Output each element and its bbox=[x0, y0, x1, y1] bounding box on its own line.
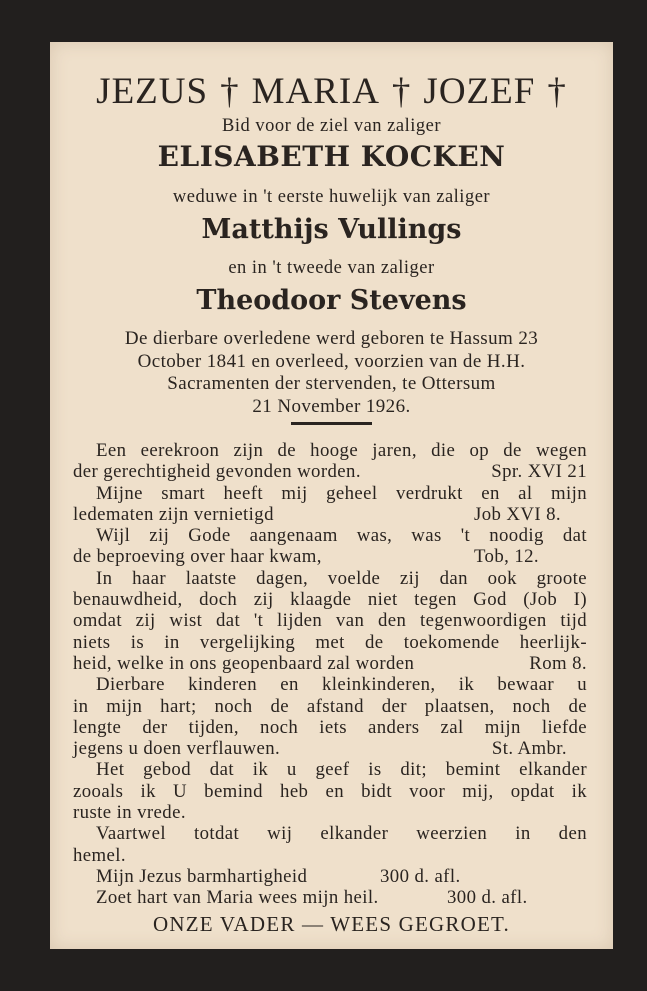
cross-icon: † bbox=[391, 71, 412, 112]
scripture-reference: Spr. XVI 21 bbox=[491, 461, 587, 483]
text-fragment: jegens u doen verflauwen. bbox=[73, 738, 281, 760]
birth-death-notice bbox=[50, 328, 613, 418]
cross-icon: † bbox=[547, 71, 567, 112]
indulgence-value: 300 d. afl. bbox=[380, 865, 461, 887]
second-husband-name: Theodoor Stevens bbox=[196, 285, 467, 316]
text-line: Wijl zij Gode aangenaam was, was 't noodig dat bbox=[96, 525, 587, 547]
text-line bbox=[73, 546, 587, 567]
deceased-name: ELISABETH KOCKEN bbox=[157, 140, 506, 173]
text-line bbox=[73, 653, 587, 674]
text-line: niets is in vergelijking met de toekomende heerlijk- bbox=[73, 631, 587, 653]
cross-icon: † bbox=[220, 71, 240, 112]
text-fragment: heid, welke in ons geopenbaard zal worden bbox=[73, 652, 415, 674]
indulgence-line bbox=[73, 866, 587, 887]
divider-rule bbox=[291, 422, 372, 425]
text-line: in mijn hart; noch de afstand der plaatsen, noch de bbox=[73, 695, 587, 717]
text-line: omdat zij wist dat 't lijden van den tegenwoordigen tijd bbox=[73, 610, 587, 632]
scripture-reference: St. Ambr. bbox=[491, 738, 567, 760]
text-line bbox=[73, 738, 587, 759]
text-line: zooals ik U bemind heb en bidt voor mij, opdat ik bbox=[73, 780, 587, 802]
text-line: Dierbare kinderen en kleinkinderen, ik bewaar u bbox=[96, 674, 587, 696]
first-marriage-text: weduwe in 't eerste huwelijk van zaliger bbox=[172, 187, 491, 207]
header-name-jozef: JOZEF bbox=[423, 71, 536, 112]
prayer-text: Mijn Jezus barmhartigheid bbox=[96, 865, 308, 887]
scripture-reference: Job XVI 8. bbox=[474, 503, 561, 525]
text-line bbox=[73, 461, 587, 482]
header-name-jezus: JEZUS bbox=[96, 71, 209, 112]
closing-prayers: ONZE VADER — WEES GEGROET. bbox=[153, 912, 510, 936]
text-fragment: de beproeving over haar kwam, bbox=[73, 546, 322, 568]
prayer-card bbox=[50, 42, 613, 949]
scripture-text bbox=[73, 440, 587, 909]
first-husband-name: Matthijs Vullings bbox=[201, 214, 462, 245]
scripture-reference: Rom 8. bbox=[529, 652, 587, 674]
second-marriage-text: en in 't tweede van zaliger bbox=[228, 258, 435, 278]
prayer-text: Zoet hart van Maria wees mijn heil. bbox=[96, 887, 379, 909]
text-line: Vaartwel totdat wij elkander weerzien in den bbox=[96, 823, 587, 845]
birth-line: October 1841 en overleed, voorzien van de H.H. bbox=[137, 350, 526, 372]
birth-line: De dierbare overledene werd geboren te Hassum 23 bbox=[124, 328, 539, 349]
text-line: Een eerekroon zijn de hooge jaren, die op de wegen bbox=[96, 440, 587, 461]
birth-line: Sacramenten der stervenden, te Ottersum bbox=[167, 373, 496, 394]
text-fragment: der gerechtigheid gevonden worden. bbox=[73, 461, 361, 483]
indulgence-line bbox=[73, 887, 587, 908]
text-line: ruste in vrede. bbox=[73, 802, 186, 824]
text-line: Mijne smart heeft mij geheel verdrukt en al mijn bbox=[96, 482, 587, 504]
indulgence-value: 300 d. afl. bbox=[447, 887, 528, 909]
text-line: lengte der tijden, noch iets anders zal mijn liefde bbox=[73, 716, 587, 738]
text-line: In haar laatste dagen, voelde zij dan ook groote bbox=[96, 567, 587, 589]
text-line: Het gebod dat ik u geef is dit; bemint elkander bbox=[96, 759, 587, 781]
scripture-reference: Tob, 12. bbox=[473, 546, 539, 568]
birth-line: 21 November 1926. bbox=[252, 395, 411, 417]
text-line: benauwdheid, doch zij klaagde niet tegen God (Job I) bbox=[73, 589, 587, 611]
intro-text: Bid voor de ziel van zaliger bbox=[222, 116, 441, 136]
text-line: hemel. bbox=[73, 844, 126, 866]
text-line bbox=[73, 504, 587, 525]
text-fragment: ledematen zijn vernietigd bbox=[73, 503, 274, 525]
header-name-maria: MARIA bbox=[251, 71, 380, 112]
header-holy-family bbox=[50, 70, 613, 113]
